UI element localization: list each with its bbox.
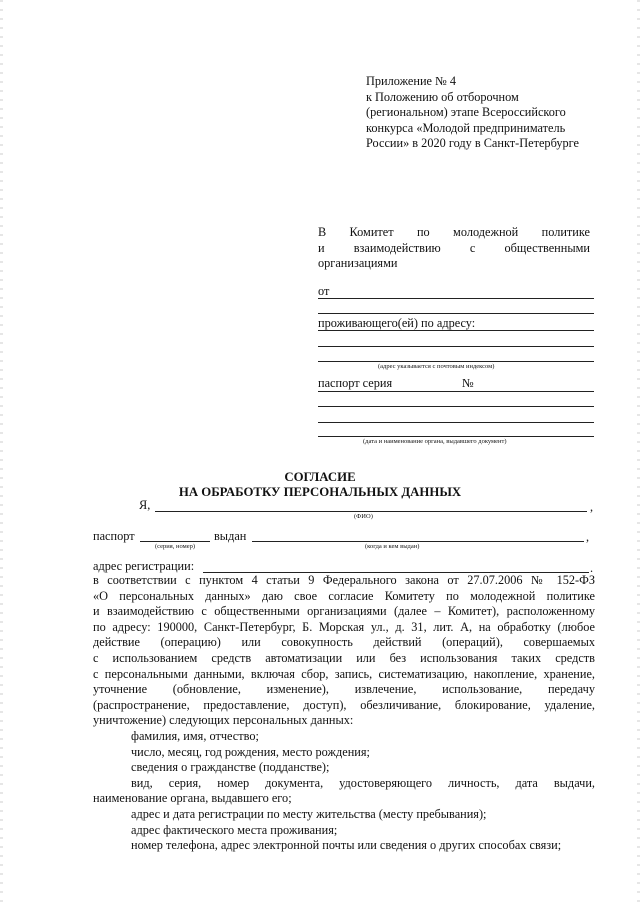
- issued-field-1[interactable]: [318, 406, 594, 407]
- passport-field[interactable]: [318, 391, 594, 392]
- doc-title-line-1: СОГЛАСИЕ: [284, 470, 356, 484]
- appendix-line: (региональном) этапе Всероссийского: [366, 105, 566, 120]
- fio-field[interactable]: [155, 511, 587, 512]
- paragraph-line: действие (операцию) или совокупность действий (операций), совершаемых: [93, 635, 595, 650]
- passport-label: паспорт: [93, 529, 135, 543]
- list-item: адрес и дата регистрации по месту жительства (месту пребывания);: [131, 806, 487, 821]
- appendix-block: [366, 74, 579, 152]
- residing-label: проживающего(ей) по адресу:: [318, 316, 476, 330]
- appendix-line: Приложение № 4: [366, 74, 457, 88]
- address-hint: (адрес указывается с почтовым индексом): [378, 363, 495, 370]
- registration-label: адрес регистрации:: [93, 559, 195, 573]
- addressee-line-1: В Комитет по молодежной политике: [318, 225, 590, 239]
- from-field[interactable]: [318, 298, 594, 299]
- paragraph-line: с использованием средств автоматизации или без использования таких средств: [93, 650, 595, 665]
- paragraph-line: «О персональных данных» даю свое согласие Комитету по молодежной политике: [93, 588, 595, 603]
- list-item: сведения о гражданстве (подданстве);: [131, 760, 330, 775]
- paragraph-line: и взаимодействию с общественными организациями (далее – Комитет), расположенному: [93, 604, 595, 619]
- data-items-list: [93, 729, 595, 854]
- paragraph-line: (распространение, предоставление, доступ), обезличивание, блокирование, удаление,: [93, 697, 595, 712]
- paragraph-line: в соответствии с пунктом 4 статьи 9 Федерального закона от 27.07.2006 № 152-ФЗ: [93, 573, 595, 587]
- list-item: номер телефона, адрес электронной почты или сведения о других способах связи;: [131, 838, 562, 853]
- issued-field-3[interactable]: [318, 436, 594, 437]
- list-item: адрес фактического места проживания;: [131, 822, 338, 837]
- issued-label: выдан: [214, 529, 247, 543]
- i-label: Я,: [139, 498, 151, 512]
- registration-dot: .: [590, 561, 594, 575]
- paragraph-line: уточнение (обновление, изменение), извлечение, использование, передачу: [93, 682, 595, 697]
- passport-series-label: паспорт серия: [318, 376, 393, 390]
- paragraph-line: с персональными данными, включая сбор, запись, систематизацию, накопление, хранение,: [93, 666, 595, 681]
- addressee-block: [318, 225, 590, 272]
- issued-hint: (дата и наименование органа, выдавшего документ): [363, 438, 507, 445]
- address-field-2[interactable]: [318, 361, 594, 362]
- list-item-doc-cont: наименование органа, выдавшего его;: [93, 791, 292, 806]
- scan-edge-left: [0, 0, 3, 905]
- list-item-doc: вид, серия, номер документа, удостоверяющего личность, дата выдачи,: [131, 775, 595, 790]
- from-field-2[interactable]: [318, 313, 594, 314]
- issued-when-field[interactable]: [252, 541, 584, 542]
- appendix-line: конкурса «Молодой предприниматель: [366, 120, 566, 135]
- consent-paragraph: [93, 573, 595, 729]
- fio-hint: (ФИО): [354, 513, 373, 520]
- addressee-line-3: организациями: [318, 256, 398, 271]
- passport-number-label: №: [462, 376, 474, 390]
- paragraph-line: по адресу: 190000, Санкт-Петербург, Б. Морская ул., д. 31, лит. А, на обработку (любое: [93, 619, 595, 634]
- paragraph-line-last: уничтожение) следующих персональных данных:: [93, 713, 354, 728]
- passport-series-field[interactable]: [140, 541, 210, 542]
- list-item: фамилия, имя, отчество;: [131, 729, 259, 743]
- addressee-line-2: и взаимодействию с общественными: [318, 240, 590, 255]
- address-field-1[interactable]: [318, 346, 594, 347]
- list-item: число, месяц, год рождения, место рождения;: [131, 744, 370, 759]
- from-label: от: [318, 284, 330, 298]
- passport-comma: ,: [586, 530, 590, 544]
- doc-title-line-2: НА ОБРАБОТКУ ПЕРСОНАЛЬНЫХ ДАННЫХ: [178, 485, 462, 499]
- residing-field[interactable]: [318, 330, 594, 331]
- fio-comma: ,: [590, 500, 594, 514]
- series-hint: (серия, номер): [155, 543, 195, 550]
- appendix-line: к Положению об отборочном: [366, 89, 519, 104]
- when-hint: (когда и кем выдан): [365, 543, 420, 550]
- appendix-line: России» в 2020 году в Санкт-Петербурге: [366, 136, 579, 151]
- issued-field-2[interactable]: [318, 422, 594, 423]
